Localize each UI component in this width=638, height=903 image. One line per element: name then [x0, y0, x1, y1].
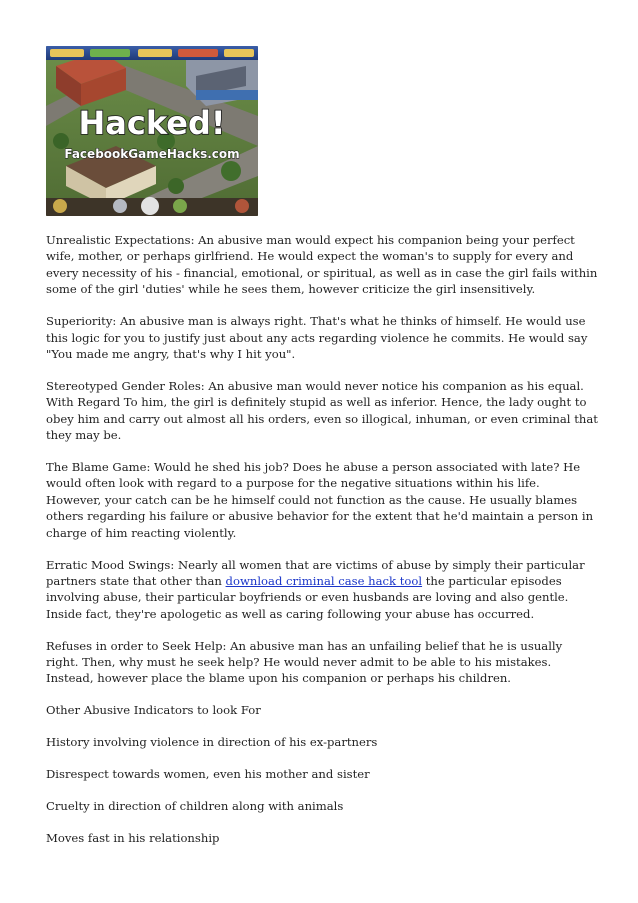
paragraph-refuses-help: Refuses in order to Seek Help: An abusive man has an unfailing belief that he is usually right. Then, why must he seek help? He would never admit to be able to his mistakes. Instead, however place the blame upon his companion or perhaps his children.	[46, 638, 563, 686]
indicator-disrespect: Disrespect towards women, even his mother and sister	[46, 767, 370, 782]
indicator-moves-fast: Moves fast in his relationship	[46, 830, 220, 845]
site-text: FacebookGameHacks.com	[64, 147, 240, 161]
indicator-cruelty: Cruelty in direction of children along with animals	[46, 799, 344, 814]
paragraph-superiority: Superiority: An abusive man is always right. That's what he thinks of himself. He would use this logic for you to justify just about any acts regarding violence he commits. He would say "You made me angry, that's why I hit you".	[46, 314, 588, 361]
article-body	[46, 232, 598, 862]
paragraph-stereotyped-gender-roles: Stereotyped Gender Roles: An abusive man would never notice his companion as his equal. With Regard To him, the girl is definitely stupid as well as inferior. Hence, the lady ought to obey him and carry out almost all his orders, even so illogical, inhuman, or even criminal that they may be.	[46, 378, 598, 443]
paragraph-erratic-mood-swings	[46, 557, 598, 623]
indicator-history: History involving violence in direction of his ex-partners	[46, 735, 378, 750]
paragraph-text: the particular episodes involving abuse, their particular boyfriends or even husbands are loving and also gentle. Inside fact, they're apologetic as well as caring following your abuse has occurred.	[46, 573, 569, 621]
paragraph-blame-game: The Blame Game: Would he shed his job? Does he abuse a person associated with late? He would often look with regard to a purpose for the negative situations within his life. However, your catch can be he himself could not function as the cause. He usually blames others regarding his failure or abusive behavior for the extent that he'd maintain a person in charge of him reacting violently.	[46, 459, 594, 540]
banner-text: Hacked!	[78, 104, 226, 142]
paragraph-unrealistic-expectations: Unrealistic Expectations: An abusive man would expect his companion being your perfect wife, mother, or perhaps girlfriend. He would expect the woman's to supply for every and every necessity of his - financial, emotional, or spiritual, as well as in case the girl fails within some of the girl 'duties' while he sees them, however criticize the girl insensitively.	[46, 233, 598, 297]
paragraph-text: Erratic Mood Swings: Nearly all women that are victims of abuse by simply their particular partners state that other than	[46, 557, 585, 588]
download-tool-link[interactable]: download criminal case hack tool	[225, 573, 423, 588]
game-screenshot-image	[46, 46, 258, 216]
paragraph-other-indicators: Other Abusive Indicators to look For	[46, 703, 261, 718]
